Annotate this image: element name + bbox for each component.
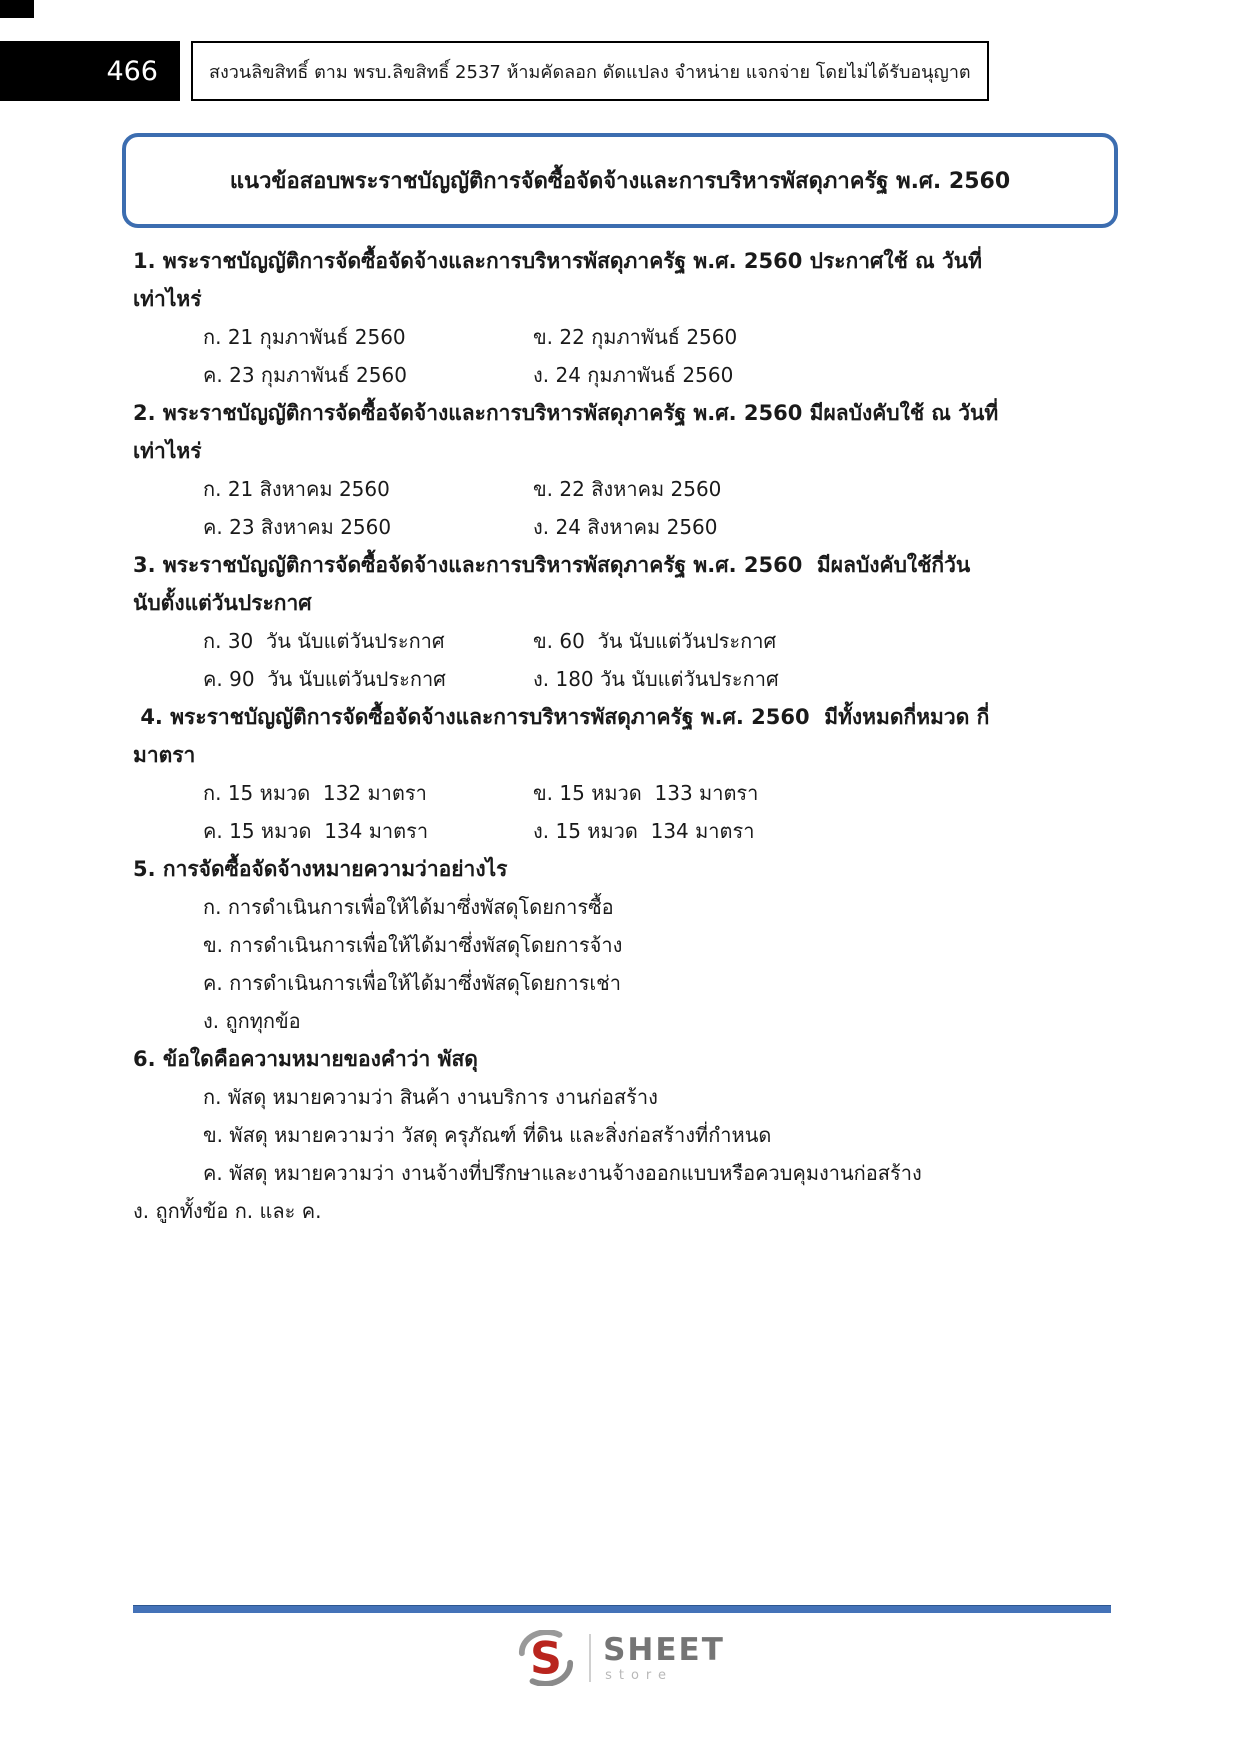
answer-options xyxy=(133,470,1111,546)
answer-options xyxy=(133,888,1111,1040)
answer-option: ก. 15 หมวด 132 มาตรา xyxy=(203,781,427,805)
brand-subtitle: store xyxy=(605,1667,673,1683)
question-text: 5. การจัดซื้อจัดจ้างหมายความว่าอย่างไร xyxy=(133,857,508,881)
answer-option: ง. 15 หมวด 134 มาตรา xyxy=(533,819,755,843)
sheet-store-logo xyxy=(0,1630,1240,1686)
question-text: มาตรา xyxy=(133,743,196,767)
scan-artifact xyxy=(0,0,34,18)
answer-option: ง. 24 สิงหาคม 2560 xyxy=(533,515,718,539)
answer-option: ง. ถูกทั้งข้อ ก. และ ค. xyxy=(133,1199,322,1223)
page-number: 466 xyxy=(106,55,158,87)
brand-name: SHEET xyxy=(603,1631,725,1668)
answer-option: ข. 22 กุมภาพันธ์ 2560 xyxy=(533,325,738,349)
answer-option: ก. 30 วัน นับแต่วันประกาศ xyxy=(203,629,445,653)
question-block xyxy=(133,698,1111,850)
question-text: 6. ข้อใดคือความหมายของคำว่า พัสดุ xyxy=(133,1047,478,1071)
answer-options xyxy=(133,1078,1111,1230)
answer-option: ก. 21 กุมภาพันธ์ 2560 xyxy=(203,325,406,349)
page-number-box xyxy=(0,41,180,101)
question-text: 3. พระราชบัญญัติการจัดซื้อจัดจ้างและการบริหารพัสดุภาครัฐ พ.ศ. 2560 มีผลบังคับใช้กี่วัน xyxy=(133,553,971,577)
answer-option: ก. พัสดุ หมายความว่า สินค้า งานบริการ งานก่อสร้าง xyxy=(203,1085,658,1109)
copyright-box xyxy=(191,41,989,101)
answer-option: ก. การดำเนินการเพื่อให้ได้มาซึ่งพัสดุโดยการซื้อ xyxy=(203,895,614,919)
logo-divider xyxy=(589,1634,591,1682)
answer-option: ข. พัสดุ หมายความว่า วัสดุ ครุภัณฑ์ ที่ดิน และสิ่งก่อสร้างที่กำหนด xyxy=(203,1123,772,1147)
answer-option: ง. 24 กุมภาพันธ์ 2560 xyxy=(533,363,734,387)
question-block xyxy=(133,1040,1111,1230)
question-text: 2. พระราชบัญญัติการจัดซื้อจัดจ้างและการบริหารพัสดุภาครัฐ พ.ศ. 2560 มีผลบังคับใช้ ณ วันที่ xyxy=(133,401,999,425)
question-text: เท่าไหร่ xyxy=(133,439,202,463)
questions-list xyxy=(133,242,1111,1230)
question-text: 1. พระราชบัญญัติการจัดซื้อจัดจ้างและการบริหารพัสดุภาครัฐ พ.ศ. 2560 ประกาศใช้ ณ วันที่ xyxy=(133,249,982,273)
question-block xyxy=(133,242,1111,394)
answer-option: ง. ถูกทุกข้อ xyxy=(203,1009,301,1033)
answer-option: ง. 180 วัน นับแต่วันประกาศ xyxy=(533,667,779,691)
answer-option: ค. พัสดุ หมายความว่า งานจ้างที่ปรึกษาและงานจ้างออกแบบหรือควบคุมงานก่อสร้าง xyxy=(203,1161,922,1185)
answer-options xyxy=(133,622,1111,698)
copyright-text: สงวนลิขสิทธิ์ ตาม พรบ.ลิขสิทธิ์ 2537 ห้ามคัดลอก ดัดแปลง จำหน่าย แจกจ่าย โดยไม่ได้รับอนุญาต xyxy=(209,61,971,83)
page-header xyxy=(0,41,1240,101)
question-block xyxy=(133,850,1111,1040)
question-text: เท่าไหร่ xyxy=(133,287,202,311)
svg-text:S: S xyxy=(530,1633,563,1685)
answer-option: ข. 22 สิงหาคม 2560 xyxy=(533,477,722,501)
footer-divider xyxy=(133,1605,1111,1613)
document-title: แนวข้อสอบพระราชบัญญัติการจัดซื้อจัดจ้างและการบริหารพัสดุภาครัฐ พ.ศ. 2560 xyxy=(229,169,1011,194)
answer-options xyxy=(133,774,1111,850)
answer-option: ค. 23 สิงหาคม 2560 xyxy=(203,515,392,539)
answer-option: ข. การดำเนินการเพื่อให้ได้มาซึ่งพัสดุโดยการจ้าง xyxy=(203,933,623,957)
logo-wordmark xyxy=(603,1631,725,1683)
answer-option: ค. 23 กุมภาพันธ์ 2560 xyxy=(203,363,407,387)
answer-option: ค. 90 วัน นับแต่วันประกาศ xyxy=(203,667,446,691)
question-text: นับตั้งแต่วันประกาศ xyxy=(133,591,312,615)
title-box xyxy=(122,133,1118,228)
answer-option: ค. 15 หมวด 134 มาตรา xyxy=(203,819,429,843)
question-text: 4. พระราชบัญญัติการจัดซื้อจัดจ้างและการบริหารพัสดุภาครัฐ พ.ศ. 2560 มีทั้งหมดกี่หมวด กี่ xyxy=(133,705,990,729)
answer-option: ค. การดำเนินการเพื่อให้ได้มาซึ่งพัสดุโดยการเช่า xyxy=(203,971,621,995)
question-block xyxy=(133,546,1111,698)
logo-s-icon xyxy=(515,1630,577,1686)
answer-option: ข. 15 หมวด 133 มาตรา xyxy=(533,781,759,805)
answer-option: ข. 60 วัน นับแต่วันประกาศ xyxy=(533,629,777,653)
question-block xyxy=(133,394,1111,546)
answer-options xyxy=(133,318,1111,394)
answer-option: ก. 21 สิงหาคม 2560 xyxy=(203,477,390,501)
